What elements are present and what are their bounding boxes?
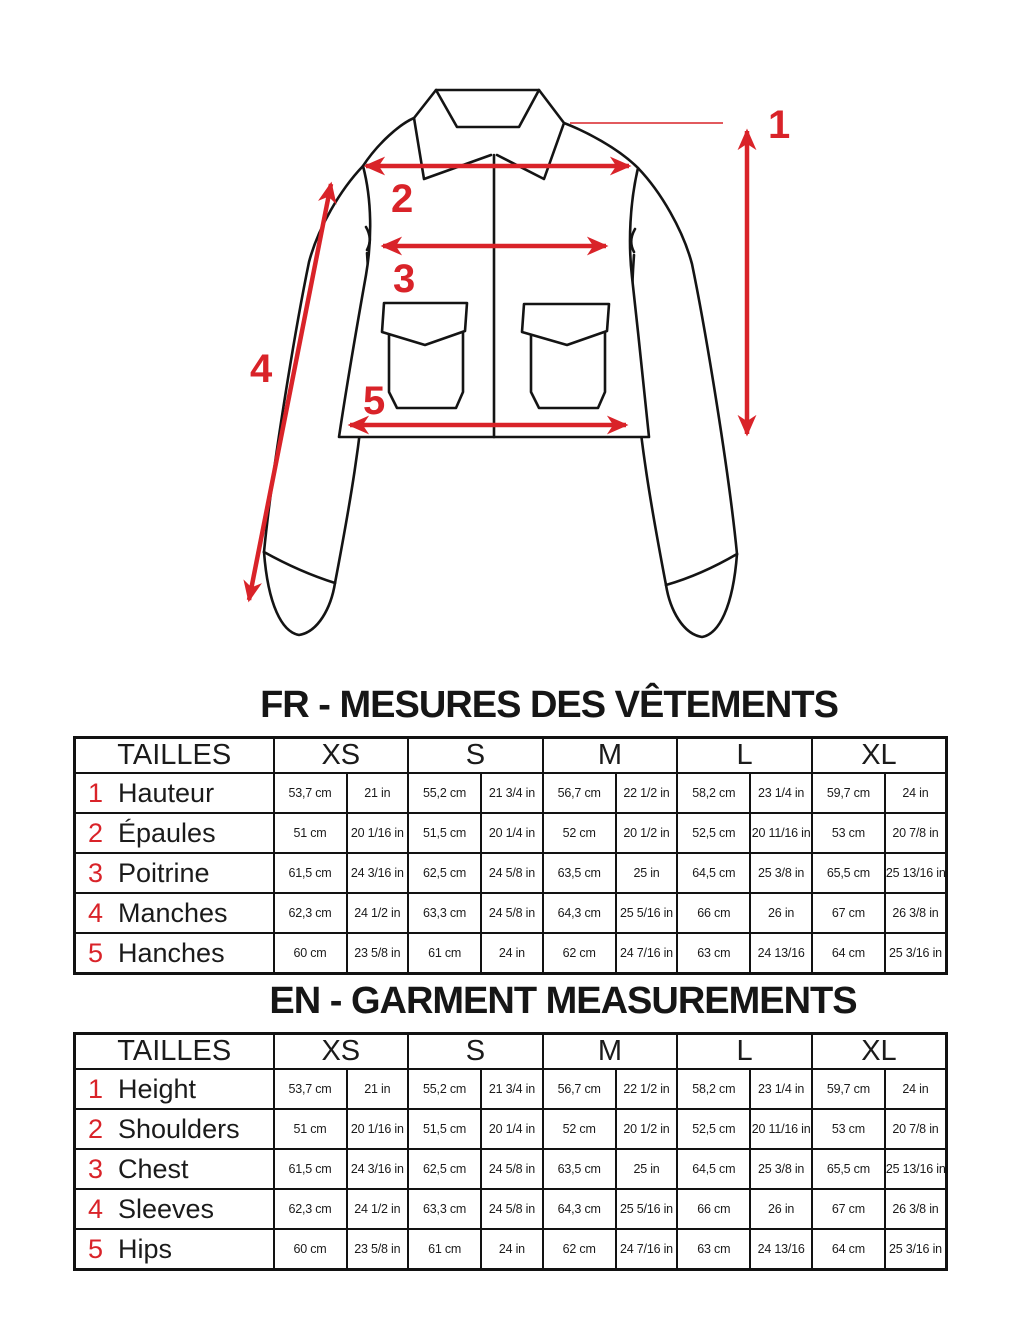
measurement-value: 66 cm bbox=[677, 1189, 750, 1229]
row-number: 5 bbox=[88, 1233, 104, 1264]
measurement-value: 20 1/4 in bbox=[481, 813, 543, 853]
measurement-value: 53 cm bbox=[812, 1109, 885, 1149]
measurement-value: 61 cm bbox=[408, 933, 481, 974]
size-column-header: XL bbox=[812, 1034, 947, 1070]
measurement-row bbox=[75, 813, 947, 853]
measurement-row bbox=[75, 1149, 947, 1189]
measurement-value: 64,3 cm bbox=[543, 893, 616, 933]
measurement-value: 51,5 cm bbox=[408, 813, 481, 853]
row-label: Shoulders bbox=[118, 1113, 240, 1144]
measurement-value: 24 1/2 in bbox=[347, 893, 409, 933]
measurement-value: 63,5 cm bbox=[543, 1149, 616, 1189]
row-label: Poitrine bbox=[118, 857, 210, 888]
measurement-value: 25 5/16 in bbox=[616, 893, 678, 933]
measurement-value: 20 7/8 in bbox=[885, 1109, 947, 1149]
fr-table-title: FR - MESURES DES VÊTEMENTS bbox=[260, 684, 838, 726]
measurement-value: 65,5 cm bbox=[812, 853, 885, 893]
measurement-value: 59,7 cm bbox=[812, 1069, 885, 1109]
measurement-value: 25 in bbox=[616, 1149, 678, 1189]
size-column-header: XS bbox=[274, 738, 409, 774]
size-column-header: M bbox=[543, 1034, 678, 1070]
size-header-row bbox=[75, 738, 947, 774]
measurement-value: 52,5 cm bbox=[677, 813, 750, 853]
measurement-value: 20 1/2 in bbox=[616, 1109, 678, 1149]
size-header-row bbox=[75, 1034, 947, 1070]
row-label-cell bbox=[75, 1229, 274, 1270]
row-label-cell bbox=[75, 773, 274, 813]
measurement-value: 64 cm bbox=[812, 933, 885, 974]
measurement-value: 61,5 cm bbox=[274, 1149, 347, 1189]
row-number: 1 bbox=[88, 777, 104, 808]
row-label: Chest bbox=[118, 1153, 189, 1184]
measurement-value: 58,2 cm bbox=[677, 773, 750, 813]
measurement-value: 21 3/4 in bbox=[481, 773, 543, 813]
row-label: Hauteur bbox=[118, 777, 215, 808]
measurement-value: 63 cm bbox=[677, 1229, 750, 1270]
measurement-value: 52,5 cm bbox=[677, 1109, 750, 1149]
measurement-value: 23 5/8 in bbox=[347, 933, 409, 974]
measure-label-5: 5 bbox=[363, 379, 386, 423]
measurement-value: 67 cm bbox=[812, 1189, 885, 1229]
measurement-value: 24 7/16 in bbox=[616, 933, 678, 974]
measurement-value: 64 cm bbox=[812, 1229, 885, 1270]
measurement-value: 24 in bbox=[481, 933, 543, 974]
measurement-value: 59,7 cm bbox=[812, 773, 885, 813]
measure-label-2: 2 bbox=[391, 177, 414, 221]
measurement-value: 55,2 cm bbox=[408, 773, 481, 813]
row-number: 2 bbox=[88, 817, 104, 848]
jacket-line-art bbox=[264, 90, 737, 637]
measurement-value: 24 5/8 in bbox=[481, 893, 543, 933]
measurement-value: 52 cm bbox=[543, 813, 616, 853]
row-label-cell bbox=[75, 933, 274, 974]
measurement-value: 51 cm bbox=[274, 813, 347, 853]
measurement-value: 25 3/8 in bbox=[750, 853, 812, 893]
size-column-header: M bbox=[543, 738, 678, 774]
measurement-value: 62,5 cm bbox=[408, 853, 481, 893]
measurement-value: 26 in bbox=[750, 1189, 812, 1229]
size-column-header: L bbox=[677, 738, 812, 774]
measurement-value: 62 cm bbox=[543, 933, 616, 974]
measurement-value: 24 7/16 in bbox=[616, 1229, 678, 1270]
measurement-value: 25 3/16 in bbox=[885, 933, 947, 974]
measurement-value: 20 1/2 in bbox=[616, 813, 678, 853]
measurement-row bbox=[75, 893, 947, 933]
measurement-row bbox=[75, 1109, 947, 1149]
row-number: 2 bbox=[88, 1113, 104, 1144]
measurement-value: 24 5/8 in bbox=[481, 1149, 543, 1189]
measurement-value: 51 cm bbox=[274, 1109, 347, 1149]
measurement-row bbox=[75, 773, 947, 813]
size-column-header: L bbox=[677, 1034, 812, 1070]
measurement-value: 60 cm bbox=[274, 933, 347, 974]
measurement-value: 63,5 cm bbox=[543, 853, 616, 893]
row-number: 3 bbox=[88, 857, 104, 888]
measurement-value: 53,7 cm bbox=[274, 1069, 347, 1109]
measurement-value: 63 cm bbox=[677, 933, 750, 974]
row-label: Hips bbox=[118, 1233, 173, 1264]
row-label-cell bbox=[75, 853, 274, 893]
row-label: Height bbox=[118, 1073, 197, 1104]
measurement-value: 24 5/8 in bbox=[481, 853, 543, 893]
measurement-value: 62,3 cm bbox=[274, 1189, 347, 1229]
measurement-value: 20 1/4 in bbox=[481, 1109, 543, 1149]
measurement-value: 20 1/16 in bbox=[347, 813, 409, 853]
measurement-row bbox=[75, 1229, 947, 1270]
measurement-value: 21 3/4 in bbox=[481, 1069, 543, 1109]
measurement-value: 56,7 cm bbox=[543, 773, 616, 813]
size-column-header: S bbox=[408, 738, 543, 774]
measurement-value: 67 cm bbox=[812, 893, 885, 933]
measurement-value: 64,5 cm bbox=[677, 853, 750, 893]
row-number: 4 bbox=[88, 897, 104, 928]
measurement-value: 21 in bbox=[347, 1069, 409, 1109]
measurement-value: 63,3 cm bbox=[408, 893, 481, 933]
measurement-value: 24 1/2 in bbox=[347, 1189, 409, 1229]
size-column-header: S bbox=[408, 1034, 543, 1070]
measurement-value: 22 1/2 in bbox=[616, 1069, 678, 1109]
measurement-value: 62,3 cm bbox=[274, 893, 347, 933]
measurement-row bbox=[75, 933, 947, 974]
measurement-value: 22 1/2 in bbox=[616, 773, 678, 813]
measurement-value: 62,5 cm bbox=[408, 1149, 481, 1189]
size-column-header: XS bbox=[274, 1034, 409, 1070]
measurement-value: 53,7 cm bbox=[274, 773, 347, 813]
measurement-value: 20 7/8 in bbox=[885, 813, 947, 853]
measurement-row bbox=[75, 853, 947, 893]
row-label-cell bbox=[75, 1069, 274, 1109]
row-label: Sleeves bbox=[118, 1193, 215, 1224]
measurement-value: 25 13/16 in bbox=[885, 853, 947, 893]
row-number: 5 bbox=[88, 937, 104, 968]
measurement-value: 24 in bbox=[885, 1069, 947, 1109]
measurement-row bbox=[75, 1189, 947, 1229]
measurement-value: 66 cm bbox=[677, 893, 750, 933]
measurement-value: 25 in bbox=[616, 853, 678, 893]
row-number: 4 bbox=[88, 1193, 104, 1224]
measurement-value: 24 3/16 in bbox=[347, 1149, 409, 1189]
row-label-cell bbox=[75, 1109, 274, 1149]
measurement-value: 24 in bbox=[885, 773, 947, 813]
measurement-value: 20 11/16 in bbox=[750, 813, 812, 853]
measurement-value: 24 5/8 in bbox=[481, 1189, 543, 1229]
row-number: 3 bbox=[88, 1153, 104, 1184]
measurement-value: 24 13/16 bbox=[750, 1229, 812, 1270]
measurement-value: 53 cm bbox=[812, 813, 885, 853]
row-number: 1 bbox=[88, 1073, 104, 1104]
row-label: Hanches bbox=[118, 937, 225, 968]
measurement-value: 25 5/16 in bbox=[616, 1189, 678, 1229]
measurement-value: 24 3/16 in bbox=[347, 853, 409, 893]
measurement-value: 26 3/8 in bbox=[885, 893, 947, 933]
row-label-cell bbox=[75, 1189, 274, 1229]
measurement-value: 58,2 cm bbox=[677, 1069, 750, 1109]
measurement-value: 64,3 cm bbox=[543, 1189, 616, 1229]
row-label-cell bbox=[75, 1149, 274, 1189]
en-table-title: EN - GARMENT MEASUREMENTS bbox=[269, 980, 857, 1022]
measurement-value: 62 cm bbox=[543, 1229, 616, 1270]
measurement-value: 20 11/16 in bbox=[750, 1109, 812, 1149]
row-label-cell bbox=[75, 893, 274, 933]
measurement-value: 52 cm bbox=[543, 1109, 616, 1149]
measurement-value: 51,5 cm bbox=[408, 1109, 481, 1149]
measurement-value: 64,5 cm bbox=[677, 1149, 750, 1189]
measurement-value: 21 in bbox=[347, 773, 409, 813]
measurement-value: 23 1/4 in bbox=[750, 1069, 812, 1109]
measurement-value: 61,5 cm bbox=[274, 853, 347, 893]
row-label: Épaules bbox=[118, 817, 216, 848]
measurement-value: 56,7 cm bbox=[543, 1069, 616, 1109]
measurement-value: 25 3/16 in bbox=[885, 1229, 947, 1270]
measurement-value: 23 1/4 in bbox=[750, 773, 812, 813]
fr-measurement-table bbox=[73, 736, 948, 975]
measurement-value: 24 in bbox=[481, 1229, 543, 1270]
measurement-value: 60 cm bbox=[274, 1229, 347, 1270]
measure-label-3: 3 bbox=[393, 257, 416, 301]
measurement-value: 65,5 cm bbox=[812, 1149, 885, 1189]
measurement-value: 26 3/8 in bbox=[885, 1189, 947, 1229]
en-measurement-table bbox=[73, 1032, 948, 1271]
measurement-value: 24 13/16 bbox=[750, 933, 812, 974]
measurement-row bbox=[75, 1069, 947, 1109]
measure-label-4: 4 bbox=[250, 347, 273, 391]
row-label: Manches bbox=[118, 897, 228, 928]
measurement-value: 61 cm bbox=[408, 1229, 481, 1270]
measurement-value: 23 5/8 in bbox=[347, 1229, 409, 1270]
measurement-value: 55,2 cm bbox=[408, 1069, 481, 1109]
measure-label-1: 1 bbox=[768, 103, 791, 147]
row-label-cell bbox=[75, 813, 274, 853]
measurement-value: 25 13/16 in bbox=[885, 1149, 947, 1189]
sizes-header-label: TAILLES bbox=[75, 1034, 274, 1070]
size-column-header: XL bbox=[812, 738, 947, 774]
measurement-value: 25 3/8 in bbox=[750, 1149, 812, 1189]
measurement-value: 26 in bbox=[750, 893, 812, 933]
sizes-header-label: TAILLES bbox=[75, 738, 274, 774]
measurement-value: 20 1/16 in bbox=[347, 1109, 409, 1149]
measurement-value: 63,3 cm bbox=[408, 1189, 481, 1229]
